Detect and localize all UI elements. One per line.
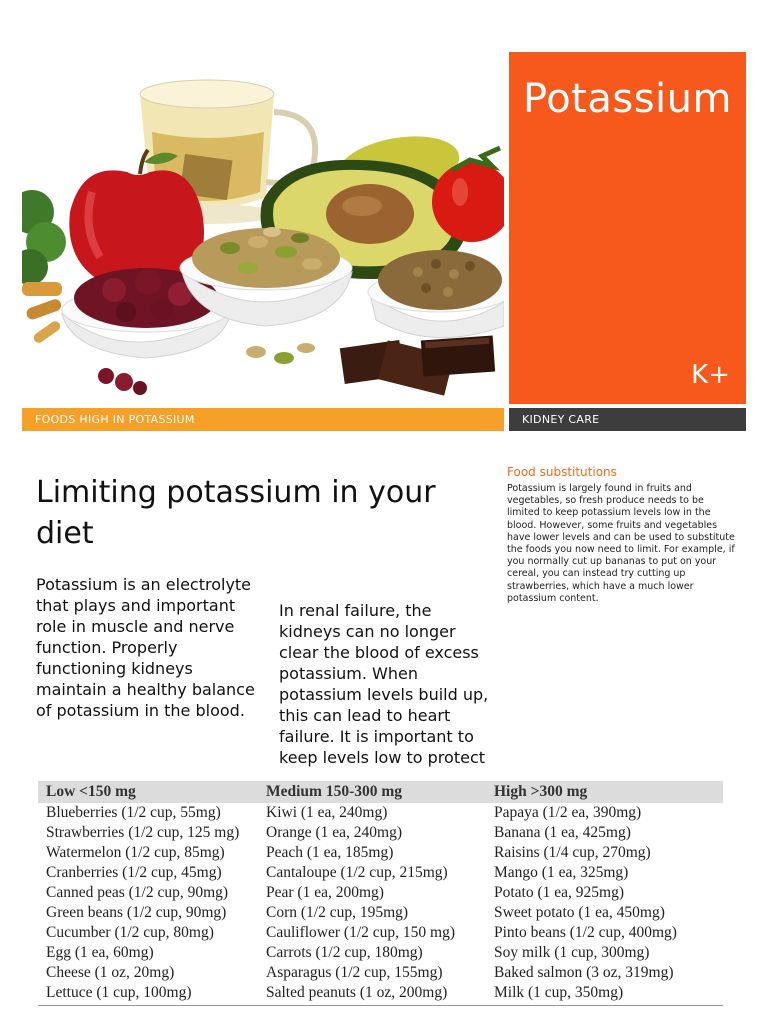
category-label: KIDNEY CARE (522, 413, 600, 426)
medium-food-cell: Pear (1 ea, 200mg) (266, 884, 384, 901)
table-row (38, 963, 723, 983)
low-food-cell: Egg (1 ea, 60mg) (46, 944, 154, 961)
header-low: Low <150 mg (46, 783, 136, 800)
high-food-cell: Raisins (1/4 cup, 270mg) (494, 844, 651, 861)
medium-food-cell: Carrots (1/2 cup, 180mg) (266, 944, 423, 961)
table-row (38, 823, 723, 843)
medium-food-cell: Kiwi (1 ea, 240mg) (266, 804, 388, 821)
high-food-cell: Soy milk (1 cup, 300mg) (494, 944, 650, 961)
title-panel (509, 52, 746, 404)
table-row (38, 923, 723, 943)
potassium-food-table (38, 781, 723, 1006)
element-symbol: K+ (691, 360, 730, 390)
article-column-2: In renal failure, the kidneys can no longer clear the blood of excess potassium. When potassium levels build up, this can lead to heart failure. It is important to keep levels low to protect (279, 601, 489, 767)
table-row (38, 843, 723, 863)
high-food-cell: Milk (1 cup, 350mg) (494, 984, 624, 1001)
section-bar (22, 408, 504, 431)
low-food-cell: Cranberries (1/2 cup, 45mg) (46, 864, 222, 881)
high-food-cell: Sweet potato (1 ea, 450mg) (494, 904, 665, 921)
table-row (38, 983, 723, 1003)
medium-food-cell: Peach (1 ea, 185mg) (266, 844, 394, 861)
low-food-cell: Lettuce (1 cup, 100mg) (46, 984, 192, 1001)
low-food-cell: Cucumber (1/2 cup, 80mg) (46, 924, 214, 941)
high-food-cell: Pinto beans (1/2 cup, 400mg) (494, 924, 677, 941)
table-row (38, 943, 723, 963)
article-column-1: Potassium is an electrolyte that plays and important role in muscle and nerve function. Properly functioning kidneys maintain a healthy balance of potassium in the blood. (36, 575, 255, 720)
category-bar (509, 408, 746, 431)
chocolate-icon (340, 336, 495, 396)
hero-image (22, 52, 504, 406)
medium-food-cell: Cauliflower (1/2 cup, 150 mg) (266, 924, 455, 941)
table-row (38, 903, 723, 923)
medium-food-cell: Asparagus (1/2 cup, 155mg) (266, 964, 443, 981)
high-food-cell: Potato (1 ea, 925mg) (494, 884, 625, 901)
medium-food-cell: Salted peanuts (1 oz, 200mg) (266, 984, 448, 1001)
high-food-cell: Baked salmon (3 oz, 319mg) (494, 964, 674, 981)
high-food-cell: Mango (1 ea, 325mg) (494, 864, 629, 881)
high-food-cell: Papaya (1/2 ea, 390mg) (494, 804, 642, 821)
sidebar-heading: Food substitutions (507, 465, 617, 479)
low-food-cell: Canned peas (1/2 cup, 90mg) (46, 884, 229, 901)
medium-food-cell: Orange (1 ea, 240mg) (266, 824, 403, 841)
header-high: High >300 mg (494, 783, 588, 800)
table-row (38, 803, 723, 823)
low-food-cell: Blueberries (1/2 cup, 55mg) (46, 804, 221, 821)
article-headline: Limiting potassium in your diet (36, 475, 436, 551)
high-food-cell: Banana (1 ea, 425mg) (494, 824, 631, 841)
header-medium: Medium 150-300 mg (266, 783, 403, 800)
table-bottom-rule (38, 1005, 723, 1006)
low-food-cell: Strawberries (1/2 cup, 125 mg) (46, 824, 240, 841)
page-title: Potassium (523, 76, 732, 122)
low-food-cell: Green beans (1/2 cup, 90mg) (46, 904, 227, 921)
low-food-cell: Watermelon (1/2 cup, 85mg) (46, 844, 225, 861)
table-row (38, 883, 723, 903)
table-header-row (38, 781, 723, 803)
sidebar-text: Potassium is largely found in fruits and vegetables, so fresh produce needs to be limited to keep potassium levels low in the blood. However, some fruits and vegetables have lower levels and can be used to substitute the foods you now need to limit. For example, if you normally cut up bananas to put on your cereal, you can instead try cutting up strawberries, which have a much lower potassium content. (507, 483, 735, 604)
medium-food-cell: Corn (1/2 cup, 195mg) (266, 904, 409, 921)
medium-food-cell: Cantaloupe (1/2 cup, 215mg) (266, 864, 448, 881)
table-row (38, 863, 723, 883)
section-label: FOODS HIGH IN POTASSIUM (35, 413, 195, 426)
low-food-cell: Cheese (1 oz, 20mg) (46, 964, 175, 981)
broccoli-icon (22, 190, 66, 345)
